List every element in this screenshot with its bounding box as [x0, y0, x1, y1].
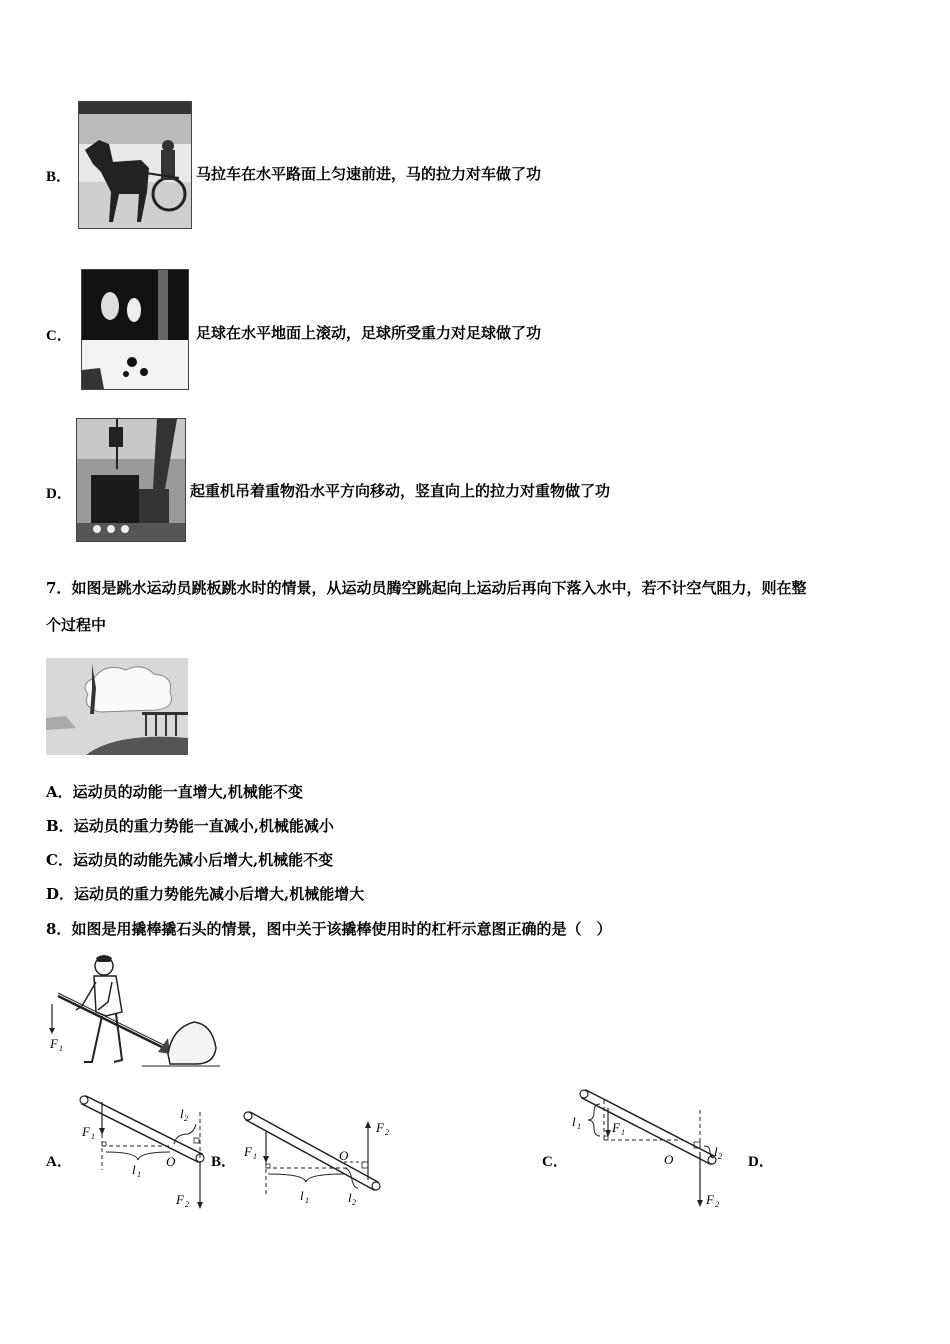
- q8-option-a-letter: A．: [46, 1154, 72, 1170]
- q7-option-a-letter: A．: [46, 783, 73, 801]
- diagram-c-l2-label: l: [714, 1144, 718, 1159]
- diagram-a-o-label: O: [166, 1154, 176, 1169]
- diagram-c-f1-label: F: [612, 1120, 620, 1135]
- q7-option-b-text: 运动员的重力势能一直减小,机械能减小: [73, 817, 334, 835]
- diagram-a-l1-label: l: [132, 1162, 136, 1177]
- q6-option-c-text: 足球在水平地面上滚动，足球所受重力对足球做了功: [196, 324, 542, 342]
- diagram-a-l2-sub: 2: [184, 1114, 188, 1123]
- diagram-a-f2-label: F: [176, 1192, 184, 1207]
- q7-option-c-text: 运动员的动能先减小后增大,机械能不变: [72, 851, 334, 869]
- q8-stem-text: 如图是用撬棒撬石头的情景，图中关于该撬棒使用时的杠杆示意图正确的是（ ）: [71, 920, 612, 938]
- diagram-b-f1-label: F: [244, 1144, 252, 1159]
- diagram-c-l2-sub: 2: [718, 1152, 722, 1161]
- q7-option-c: [46, 850, 333, 870]
- q8-option-b-letter: B．: [211, 1154, 237, 1170]
- diagram-b-f2-label: F: [376, 1120, 384, 1135]
- diagram-b-f2-sub: 2: [385, 1128, 389, 1137]
- diagram-a-f1-sub: 1: [91, 1132, 95, 1141]
- diagram-b-l2-label: l: [348, 1190, 352, 1205]
- lever-diagram-c: [568, 1086, 728, 1214]
- lever-diagram-b: [240, 1108, 400, 1212]
- diving-photo: [46, 658, 188, 755]
- diagram-a-l2-label: l: [180, 1106, 184, 1121]
- q6-option-b-text: 马拉车在水平路面上匀速前进，马的拉力对车做了功: [196, 165, 542, 183]
- lever-diagram-a: [76, 1088, 210, 1214]
- q6-option-c-letter: C．: [46, 328, 72, 344]
- q7-stem-text: 如图是跳水运动员跳板跳水时的情景，从运动员腾空跳起向上运动后再向下落入水中，若不计空气阻力，则在整: [71, 579, 807, 597]
- q6-option-b-letter: B．: [46, 169, 72, 185]
- diagram-c-l1-sub: 1: [577, 1122, 581, 1131]
- scene-f1-sub: 1: [59, 1044, 63, 1053]
- q8-option-d-letter: D．: [748, 1154, 774, 1170]
- q7-stem-line2: 个过程中: [46, 616, 107, 634]
- diagram-c-f1-sub: 1: [621, 1128, 625, 1137]
- diagram-a-l1-sub: 1: [137, 1170, 141, 1179]
- q8-number: 8．: [46, 920, 72, 938]
- q6-option-d-letter: D．: [46, 486, 72, 502]
- q6-option-d-text: 起重机吊着重物沿水平方向移动，竖直向上的拉力对重物做了功: [190, 482, 611, 500]
- diagram-b-l2-sub: 2: [352, 1198, 356, 1207]
- diagram-a-f1-label: F: [82, 1124, 90, 1139]
- q7-option-a-text: 运动员的动能一直增大,机械能不变: [72, 783, 303, 801]
- diagram-c-o-label: O: [664, 1152, 674, 1167]
- q7-option-d-text: 运动员的重力势能先减小后增大,机械能增大: [74, 885, 365, 903]
- q7-option-c-letter: C．: [46, 851, 73, 869]
- q7-option-a: [46, 782, 303, 802]
- q7-option-b: [46, 816, 334, 836]
- horse-cart-photo: [78, 101, 192, 229]
- crane-photo: [76, 418, 186, 542]
- q7-option-b-letter: B．: [46, 817, 74, 835]
- q7-option-d: [46, 884, 364, 904]
- q8-option-c-letter: C．: [542, 1154, 568, 1170]
- diagram-b-o-label: O: [339, 1148, 349, 1163]
- diagram-b-l1-label: l: [300, 1188, 304, 1203]
- football-photo: [81, 269, 189, 390]
- diagram-c-f2-label: F: [706, 1192, 714, 1207]
- diagram-c-l1-label: l: [572, 1114, 576, 1129]
- crowbar-scene-illustration: [46, 952, 220, 1072]
- q8-stem: [46, 919, 611, 939]
- diagram-a-f2-sub: 2: [185, 1200, 189, 1209]
- q7-number: 7．: [46, 579, 72, 597]
- diagram-b-l1-sub: 1: [305, 1196, 309, 1205]
- diagram-b-f1-sub: 1: [253, 1152, 257, 1161]
- q7-option-d-letter: D．: [46, 885, 75, 903]
- q7-stem-line1: [46, 578, 806, 598]
- scene-f1-label: F: [50, 1036, 58, 1051]
- diagram-c-f2-sub: 2: [715, 1200, 719, 1209]
